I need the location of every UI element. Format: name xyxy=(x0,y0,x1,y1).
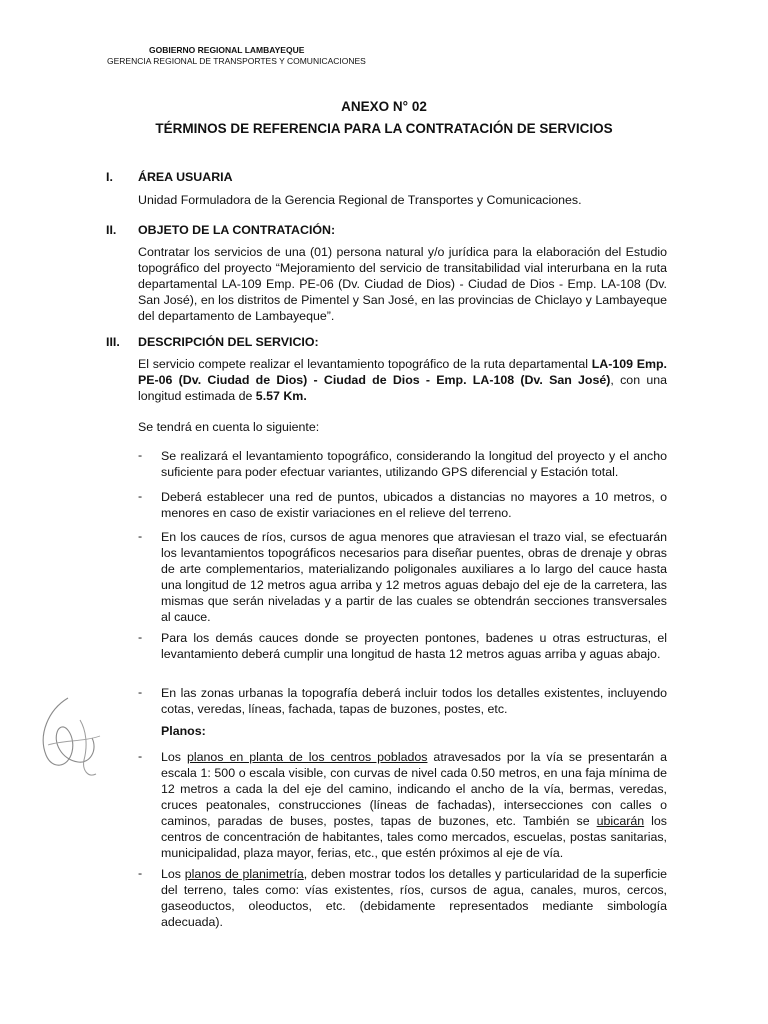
section-3-heading: DESCRIPCIÓN DEL SERVICIO: xyxy=(138,335,319,349)
section-3-body xyxy=(138,356,667,404)
section-3-number: III. xyxy=(106,335,120,349)
letterhead xyxy=(107,45,366,67)
text: los centros de concentración de habitantes, tales como mercados, escuelas, postas sanitarias, municipalidad, plaza mayor, ferias, etc., que estén próximos al eje de vía. xyxy=(161,814,667,860)
planos-planimetria: planos de planimetría xyxy=(184,867,304,881)
bullet-dash: - xyxy=(138,749,143,763)
planos-item-2 xyxy=(161,866,667,930)
planos-heading: Planos: xyxy=(161,724,206,738)
section-3-intro: Se tendrá en cuenta lo siguiente: xyxy=(138,420,320,434)
document-title: TÉRMINOS DE REFERENCIA PARA LA CONTRATACIÓN DE SERVICIOS xyxy=(155,121,613,136)
route-name: LA-109 Emp. PE-06 (Dv. Ciudad de Dios) - Ciudad de Dios - Emp. LA-108 (Dv. San José) xyxy=(138,357,667,387)
bullet-dash: - xyxy=(138,448,143,462)
signature-mark xyxy=(28,690,108,790)
planos-centros-poblados: planos en planta de los centros poblados xyxy=(186,750,428,764)
section-3-body-a: El servicio compete realizar el levantamiento topográfico de la ruta departamental xyxy=(138,357,592,371)
route-length: 5.57 Km. xyxy=(255,389,307,403)
bullet-item: Se realizará el levantamiento topográfico, considerando la longitud del proyecto y el ancho suficiente para poder efectuar variantes, utilizando GPS diferencial y Estación total. xyxy=(161,449,667,479)
text: Los xyxy=(161,867,185,881)
planos-item-1 xyxy=(161,749,667,861)
annex-title: ANEXO N° 02 xyxy=(341,99,427,114)
section-1-heading: ÁREA USUARIA xyxy=(138,170,233,184)
letterhead-org: GOBIERNO REGIONAL LAMBAYEQUE xyxy=(149,45,305,55)
bullet-item: En los cauces de ríos, cursos de agua menores que atraviesan el trazo vial, se efectuarán los levantamientos topográficos necesarios para diseñar puentes, obras de drenaje y obras de arte complementarios, materializando poligonales auxiliares a lo largo del cauce hasta una longitud de 12 metros agua arriba y 12 metros aguas debajo del eje de la carretera, las mismas que serán niveladas y a partir de las cuales se obtendrán secciones transversales al cauce. xyxy=(161,530,667,624)
bullet-item: Deberá establecer una red de puntos, ubicados a distancias no mayores a 10 metros, o menores en caso de existir variaciones en el relieve del terreno. xyxy=(161,490,667,520)
section-1-body: Unidad Formuladora de la Gerencia Regional de Transportes y Comunicaciones. xyxy=(138,193,582,207)
section-3-body-c: , con una longitud estimada de xyxy=(138,373,667,403)
text: , deben mostrar todos los detalles y particularidad de la superficie del terreno, tales como: vías existentes, ríos, cursos de agua, canales, muros, cercos, gaseoductos, oleoductos, etc. (debidamente representados mediante simbología adecuada). xyxy=(161,867,667,929)
ubicaran-word: ubicarán xyxy=(596,814,645,828)
bullet-dash: - xyxy=(138,529,143,543)
text: Los xyxy=(161,750,187,764)
letterhead-dept: GERENCIA REGIONAL DE TRANSPORTES Y COMUNICACIONES xyxy=(107,56,366,66)
bullet-dash: - xyxy=(138,489,143,503)
section-1-number: I. xyxy=(106,170,113,184)
bullet-dash: - xyxy=(138,630,143,644)
bullet-dash: - xyxy=(138,866,143,880)
section-2-body: Contratar los servicios de una (01) persona natural y/o jurídica para la elaboración del Estudio topográfico del proyecto “Mejoramiento del servicio de transitabilidad vial interurbana en la ruta departamental LA-109 Emp. PE-06 (Dv. Ciudad de Dios) - Ciudad de Dios - Emp. LA-108 (Dv. San José), en los distritos de Pimentel y San José, en las provincias de Chiclayo y Lambayeque del departamento de Lambayeque”. xyxy=(138,245,667,323)
bullet-dash: - xyxy=(138,685,143,699)
bullet-item: En las zonas urbanas la topografía deberá incluir todos los detalles existentes, incluyendo cotas, veredas, líneas, fachada, tapas de buzones, postes, etc. xyxy=(161,686,667,716)
bullet-item: Para los demás cauces donde se proyecten pontones, badenes u otras estructuras, el levantamiento deberá cumplir una longitud de hasta 12 metros aguas arriba y aguas abajo. xyxy=(161,631,667,661)
text: atravesados por la vía se presentarán a escala 1: 500 o escala visible, con curvas de nivel cada 0.50 metros, en una faja mínima de 12 metros a cada la del eje del camino, indicando el ancho de la vía, bermas, veredas, cruces peatonales, construcciones (líneas de fachadas), intersecciones con calles o caminos, paradas de buses, postes, tapas de buzones, etc. También se xyxy=(161,750,667,828)
section-2-number: II. xyxy=(106,223,117,237)
section-2-heading: OBJETO DE LA CONTRATACIÓN: xyxy=(138,223,336,237)
